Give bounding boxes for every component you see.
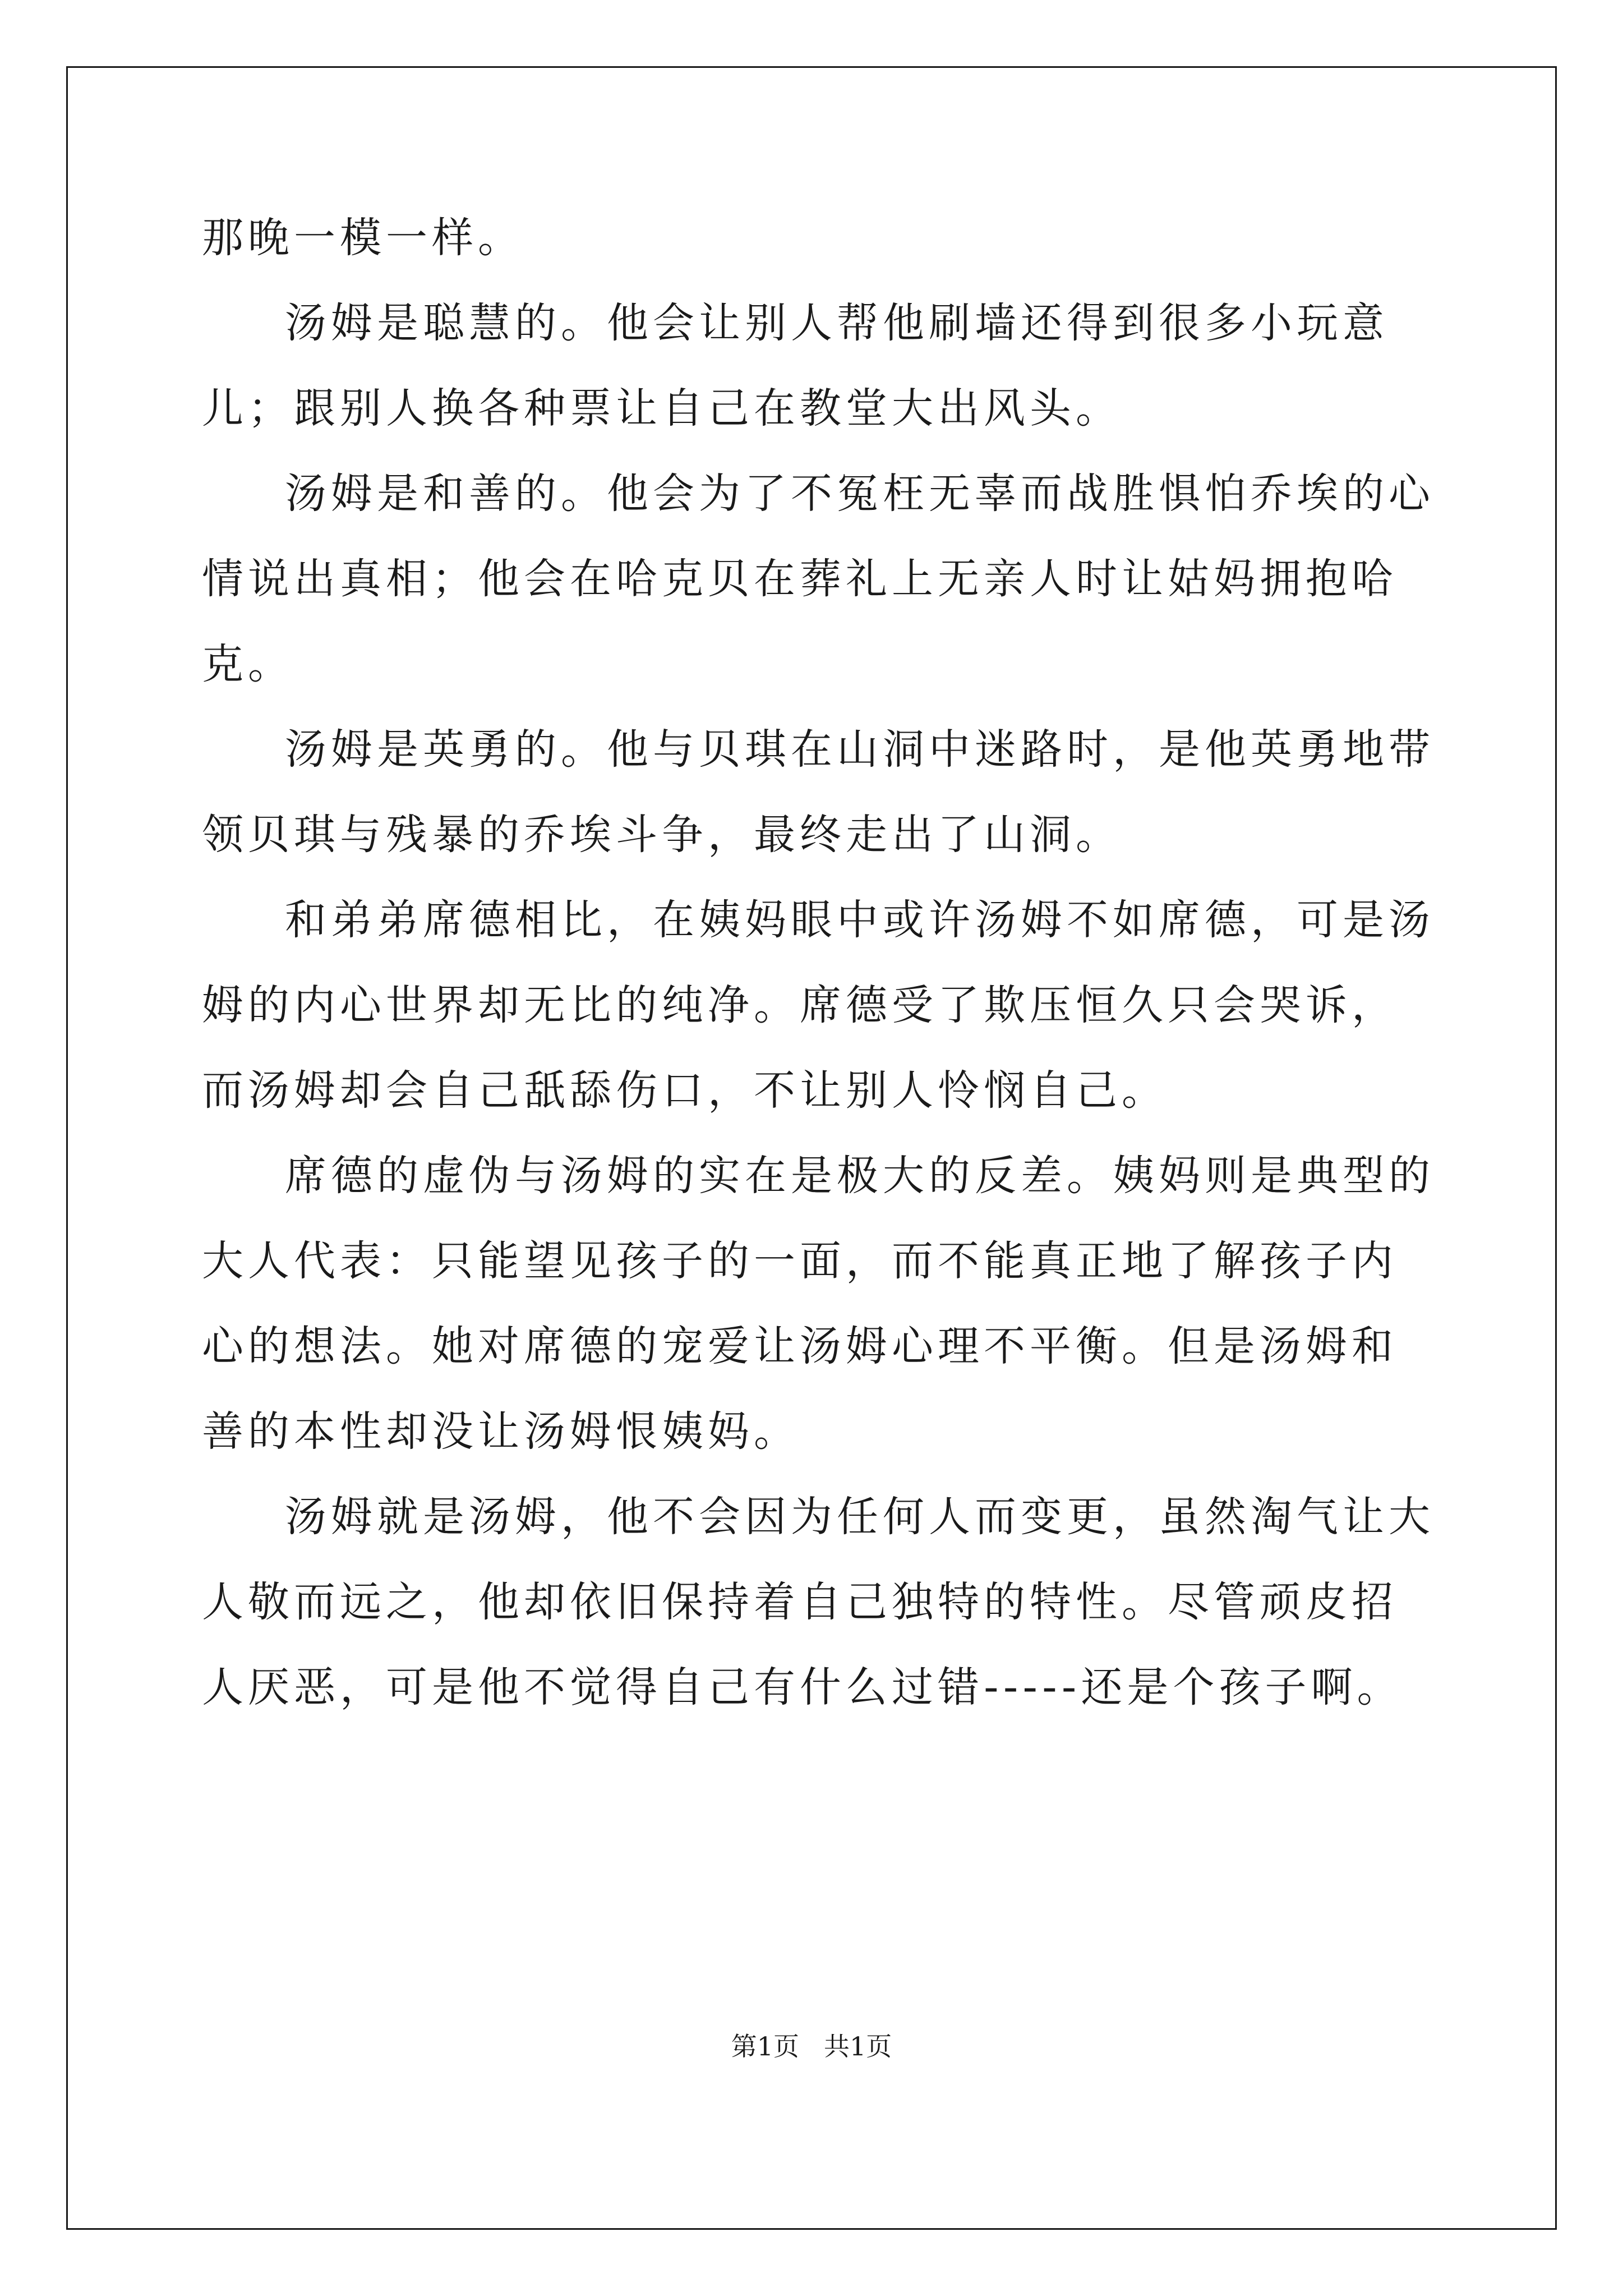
paragraph: 汤姆是聪慧的。他会让别人帮他刷墙还得到很多小玩意儿；跟别人换各种票让自己在教堂大出风头。 bbox=[202, 299, 1389, 432]
paragraph: 和弟弟席德相比，在姨妈眼中或许汤姆不如席德，可是汤姆的内心世界却无比的纯净。席德受了欺压恒久只会哭诉，而汤姆却会自己舐舔伤口，不让别人怜悯自己。 bbox=[202, 896, 1435, 1115]
page-total: 共1页 bbox=[823, 2031, 892, 2062]
paragraph: 那晚一模一样。 bbox=[202, 214, 524, 262]
paragraph: 汤姆就是汤姆，他不会因为任何人而变更，虽然淘气让大人敬而远之，他却依旧保持着自己独特的特性。尽管顽皮招人厌恶，可是他不觉得自己有什么过错-----还是个孩子啊。 bbox=[202, 1493, 1435, 1711]
paragraph: 汤姆是和善的。他会为了不冤枉无辜而战胜惧怕乔埃的心情说出真相；他会在哈克贝在葬礼上无亲人时让姑妈拥抱哈克。 bbox=[202, 470, 1435, 688]
paragraph: 汤姆是英勇的。他与贝琪在山洞中迷路时，是他英勇地带领贝琪与残暴的乔埃斗争，最终走出了山洞。 bbox=[202, 725, 1435, 859]
document-body bbox=[202, 195, 1436, 1730]
page-footer bbox=[0, 2026, 1623, 2063]
paragraph: 席德的虚伪与汤姆的实在是极大的反差。姨妈则是典型的大人代表：只能望见孩子的一面，而不能真正地了解孩子内心的想法。她对席德的宠爱让汤姆心理不平衡。但是汤姆和善的本性却没让汤姆恨姨妈。 bbox=[202, 1152, 1435, 1456]
page-number: 第1页 bbox=[731, 2031, 800, 2062]
